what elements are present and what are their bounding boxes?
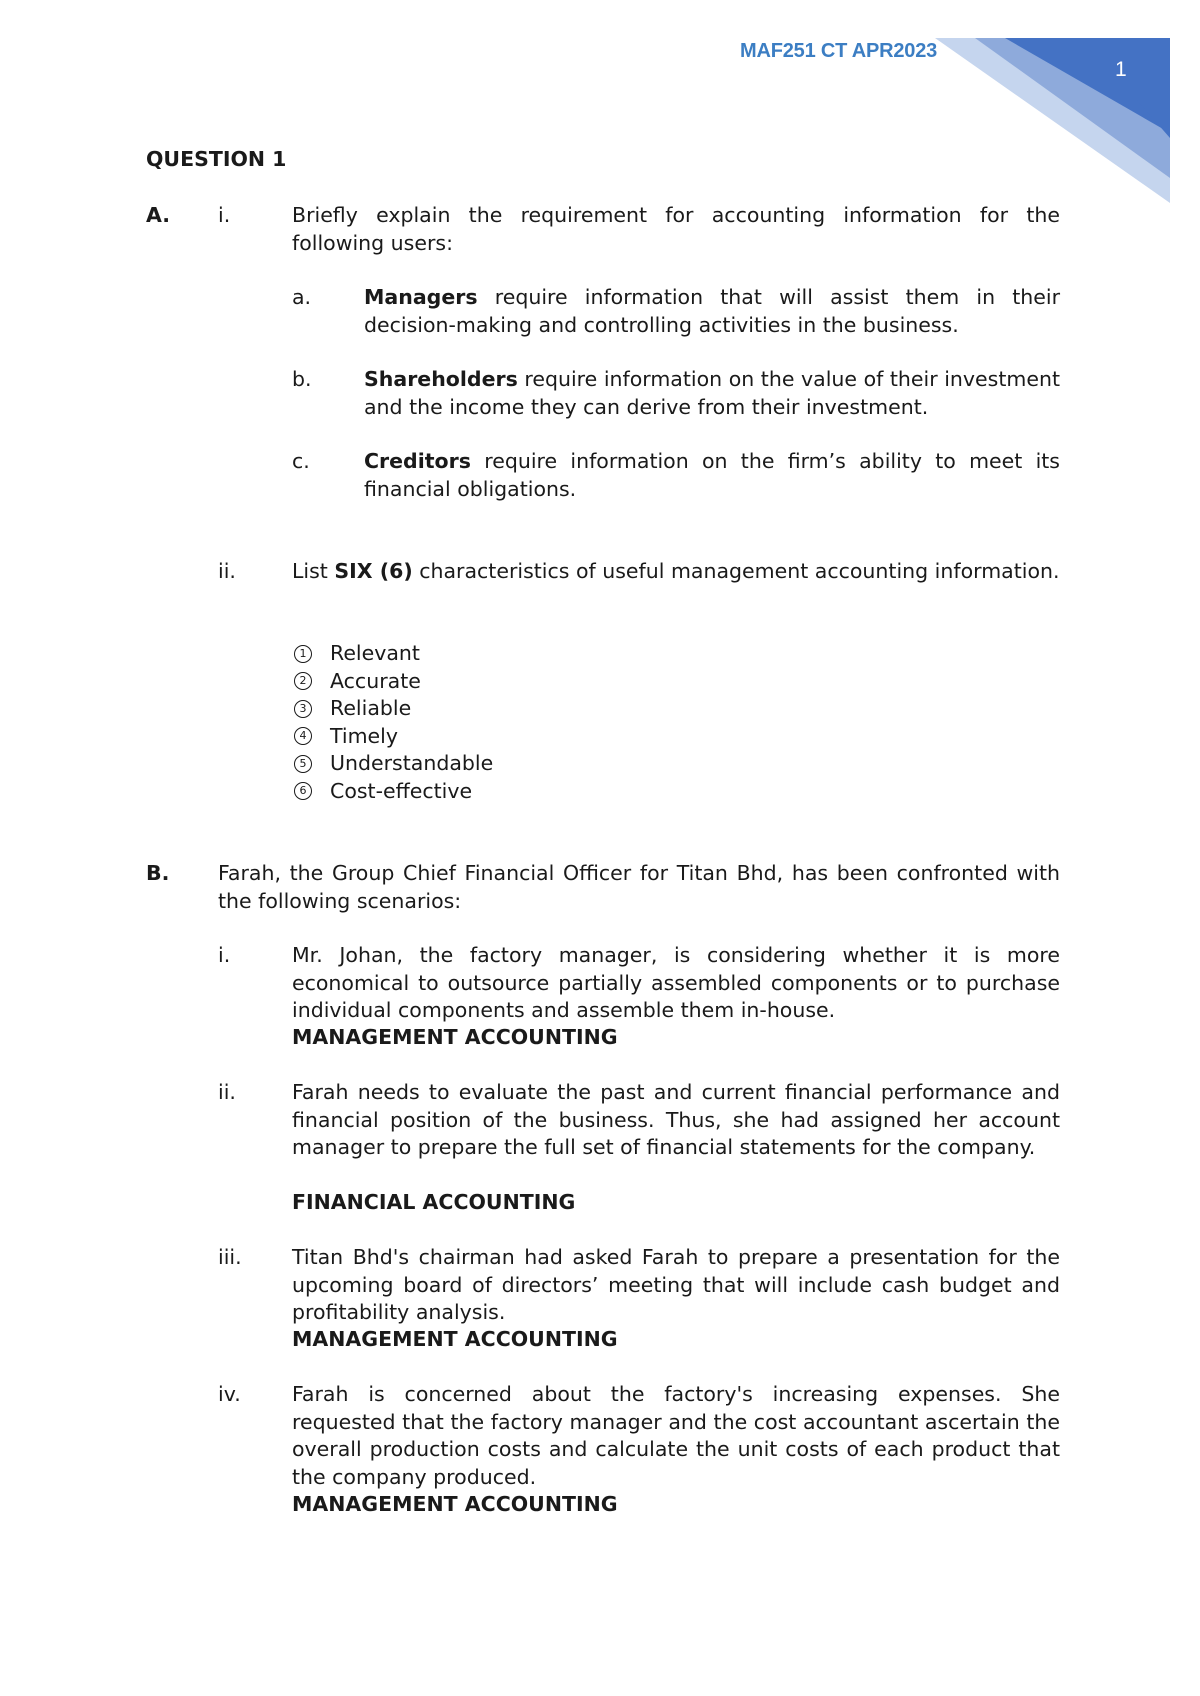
- scenario-i-answer: MANAGEMENT ACCOUNTING: [292, 1025, 618, 1049]
- characteristic-text: Timely: [330, 723, 398, 748]
- scenario-i-label: i.: [218, 943, 231, 967]
- scenario-iv-answer: MANAGEMENT ACCOUNTING: [292, 1492, 618, 1516]
- item-c-desc: require information on the firm’s ability to meet its financial obligations.: [364, 449, 1060, 501]
- list-item: [292, 640, 493, 668]
- scenario-iv-text: Farah is concerned about the factory's increasing expenses. She requested that the factory manager and the cost accountant ascertain the overall production costs and calculate the unit costs of each product that the company produced.: [292, 1382, 1060, 1489]
- item-c-text: [364, 448, 1060, 503]
- number-circle: 4: [294, 727, 312, 745]
- characteristic-text: Relevant: [330, 641, 420, 665]
- item-c-term: Creditors: [364, 449, 471, 473]
- item-a-label: a.: [292, 285, 312, 309]
- characteristics-list: [292, 640, 493, 805]
- scenario-iii-label: iii.: [218, 1245, 242, 1269]
- part-b-label: B.: [146, 861, 170, 885]
- number-circle: 1: [294, 645, 312, 663]
- part-a-i-text: Briefly explain the requirement for accounting information for the following users:: [292, 203, 1060, 255]
- characteristic-text: Understandable: [330, 751, 494, 775]
- part-a-label: A.: [146, 203, 171, 227]
- list-item: [292, 695, 493, 723]
- item-b-term: Shareholders: [364, 367, 518, 391]
- scenario-ii-text: Farah needs to evaluate the past and current financial performance and financial position of the business. Thus, she had assigned her account manager to prepare the full set of financial statements for the company.: [292, 1080, 1060, 1159]
- part-a-i-label: i.: [218, 203, 231, 227]
- characteristic-text: Cost-effective: [330, 778, 473, 803]
- list-item: [292, 750, 493, 778]
- number-circle: 6: [294, 782, 312, 800]
- characteristic-text: Accurate: [330, 668, 421, 693]
- part-a-ii-text-bold: SIX (6): [334, 559, 413, 583]
- scenario-ii-answer: FINANCIAL ACCOUNTING: [292, 1190, 576, 1214]
- number-circle: 3: [294, 700, 312, 718]
- part-a-ii-text: [292, 558, 1060, 586]
- scenario-i-text: Mr. Johan, the factory manager, is considering whether it is more economical to outsource partially assembled components or to purchase individual components and assemble them in-house.: [292, 943, 1060, 1022]
- item-a-term: Managers: [364, 285, 478, 309]
- part-b-intro: Farah, the Group Chief Financial Officer for Titan Bhd, has been confronted with the following scenarios:: [218, 861, 1060, 913]
- part-a-ii-label: ii.: [218, 559, 236, 583]
- corner-decoration: [935, 38, 1170, 203]
- item-b-label: b.: [292, 367, 312, 391]
- item-a-text: [364, 284, 1060, 339]
- part-a-ii-text-before: List: [292, 559, 335, 583]
- scenario-iii-answer: MANAGEMENT ACCOUNTING: [292, 1327, 618, 1351]
- scenario-iv-label: iv.: [218, 1382, 241, 1406]
- document-code: MAF251 CT APR2023: [740, 40, 938, 62]
- item-c-label: c.: [292, 449, 310, 473]
- characteristic-text: Reliable: [330, 696, 412, 720]
- scenario-ii-label: ii.: [218, 1080, 236, 1104]
- question-title: QUESTION 1: [146, 147, 287, 171]
- item-b-desc: require information on the value of their investment and the income they can derive from their investment.: [364, 367, 1060, 419]
- scenario-iii-text: Titan Bhd's chairman had asked Farah to prepare a presentation for the upcoming board of directors’ meeting that will include cash budget and profitability analysis.: [292, 1245, 1060, 1324]
- number-circle: 5: [294, 755, 312, 773]
- page-number: 1: [1115, 58, 1127, 81]
- list-item: [292, 723, 493, 751]
- item-a-desc: require information that will assist them in their decision-making and controlling activities in the business.: [364, 285, 1060, 337]
- number-circle: 2: [294, 672, 312, 690]
- list-item: [292, 668, 493, 696]
- part-a-ii-text-after: characteristics of useful management accounting information.: [412, 559, 1060, 583]
- item-b-text: [364, 366, 1060, 421]
- list-item: [292, 778, 493, 806]
